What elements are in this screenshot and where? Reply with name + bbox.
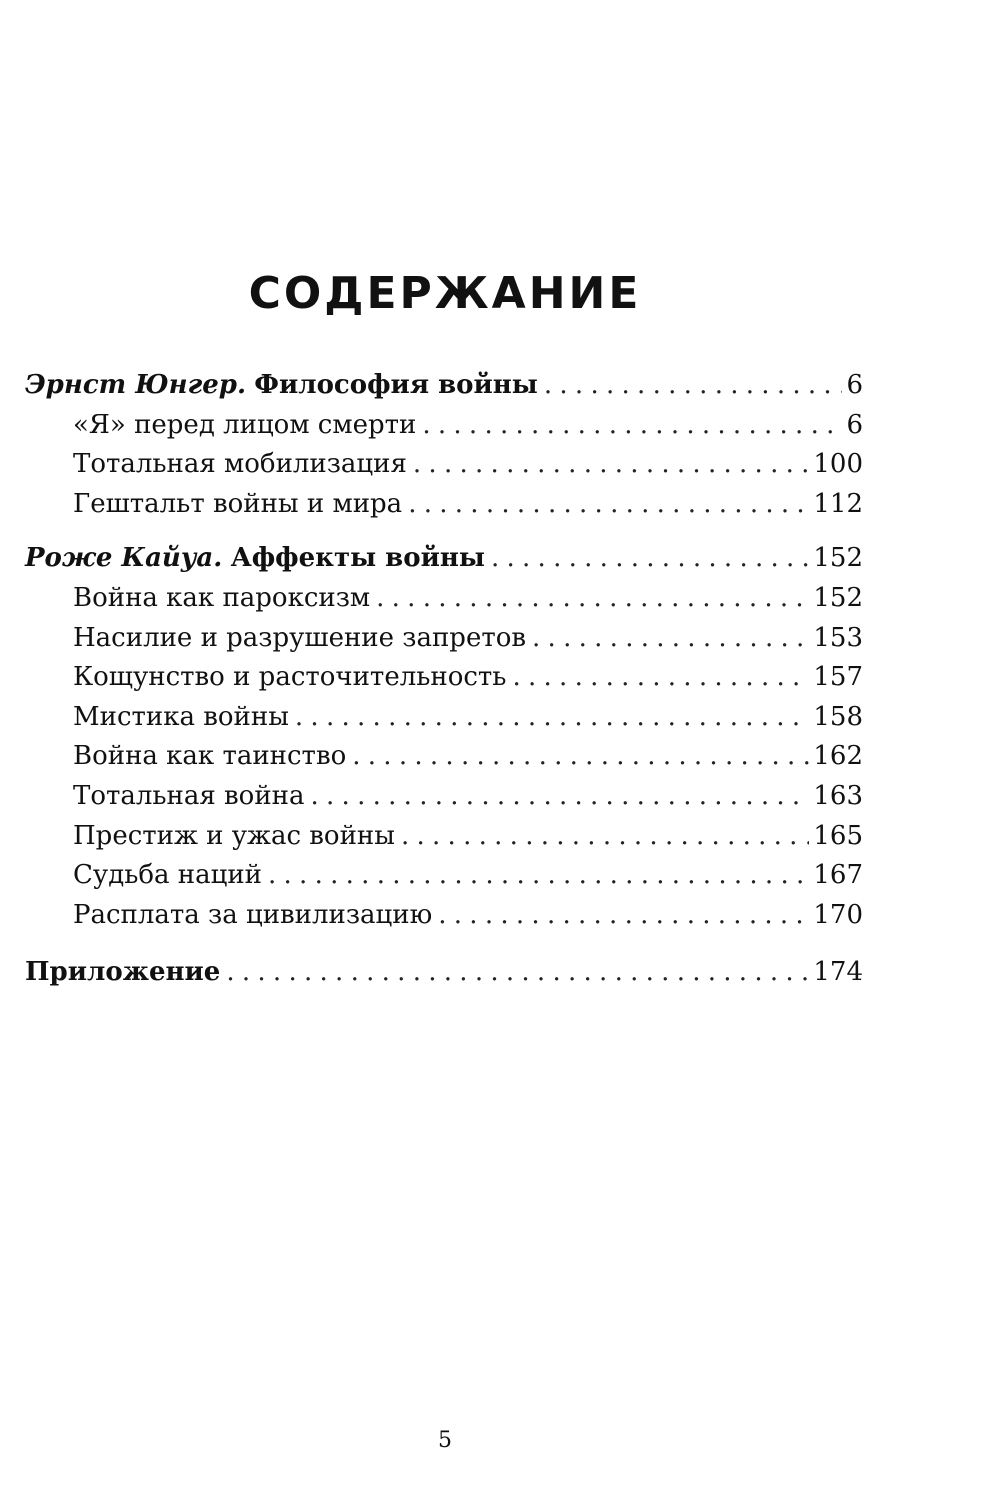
- dot-leader: [413, 445, 809, 485]
- page-ref: 167: [813, 860, 863, 891]
- dot-leader: [226, 953, 809, 993]
- dot-leader: [408, 485, 809, 525]
- toc-entry: [25, 896, 863, 936]
- page-ref: 165: [813, 820, 863, 851]
- page-ref: 162: [813, 741, 863, 772]
- toc-entry: [25, 817, 863, 857]
- toc-section-heading: [25, 366, 863, 406]
- dot-leader: [512, 658, 809, 698]
- dot-leader: [422, 406, 842, 446]
- toc-entry: [25, 777, 863, 817]
- page-title: СОДЕРЖАНИЕ: [248, 268, 642, 319]
- toc-section-label: [25, 366, 538, 406]
- page-ref: 163: [813, 780, 863, 811]
- toc-entry-label: Гештальт войны и мира: [73, 488, 403, 519]
- dot-leader: [544, 366, 843, 406]
- table-of-contents: [25, 366, 863, 993]
- section-title: Аффекты войны: [230, 543, 485, 574]
- page-ref: 6: [846, 370, 863, 400]
- dot-leader: [438, 896, 809, 936]
- page-ref: 152: [813, 543, 863, 574]
- toc-section-label: [25, 539, 485, 579]
- section-author: Эрнст Юнгер.: [25, 370, 247, 400]
- toc-entry-label: Война как пароксизм: [73, 582, 371, 613]
- toc-entry-label: Тотальная мобилизация: [73, 449, 407, 480]
- page-ref: 6: [846, 409, 863, 440]
- toc-entry: [25, 406, 863, 446]
- section-author: Роже Кайуа.: [25, 543, 223, 574]
- page-ref: 100: [813, 449, 863, 480]
- dot-leader: [376, 579, 809, 619]
- page-ref: 152: [813, 582, 863, 613]
- toc-appendix: [25, 953, 863, 993]
- toc-entry: [25, 737, 863, 777]
- toc-entry: [25, 856, 863, 896]
- page-ref: 174: [813, 957, 863, 988]
- toc-entry: [25, 658, 863, 698]
- page-ref: 157: [813, 662, 863, 693]
- page-number: 5: [438, 1428, 452, 1453]
- toc-entry-label: Расплата за цивилизацию: [73, 899, 433, 930]
- toc-entry: [25, 485, 863, 525]
- dot-leader: [268, 856, 809, 896]
- toc-entry-label: Судьба наций: [73, 860, 262, 891]
- toc-entry-label: Насилие и разрушение запретов: [73, 622, 527, 653]
- page-ref: 158: [813, 701, 863, 732]
- dot-leader: [295, 698, 809, 738]
- appendix-label: Приложение: [25, 957, 221, 988]
- toc-entry-label: Война как таинство: [73, 741, 347, 772]
- section-title: Философия войны: [254, 370, 538, 400]
- dot-leader: [401, 817, 809, 857]
- dot-leader: [311, 777, 810, 817]
- toc-entry: [25, 619, 863, 659]
- page-ref: 153: [813, 622, 863, 653]
- toc-entry-label: Престиж и ужас войны: [73, 820, 395, 851]
- toc-entry-label: Мистика войны: [73, 701, 289, 732]
- toc-entry-label: «Я» перед лицом смерти: [73, 409, 417, 440]
- dot-leader: [352, 737, 809, 777]
- dot-leader: [491, 539, 809, 579]
- page-ref: 112: [813, 488, 863, 519]
- toc-section-heading: [25, 539, 863, 579]
- toc-entry: [25, 445, 863, 485]
- toc-entry-label: Кощунство и расточительность: [73, 662, 507, 693]
- page-ref: 170: [813, 899, 863, 930]
- toc-entry: [25, 579, 863, 619]
- dot-leader: [532, 619, 809, 659]
- toc-entry: [25, 698, 863, 738]
- toc-entry-label: Тотальная война: [73, 780, 305, 811]
